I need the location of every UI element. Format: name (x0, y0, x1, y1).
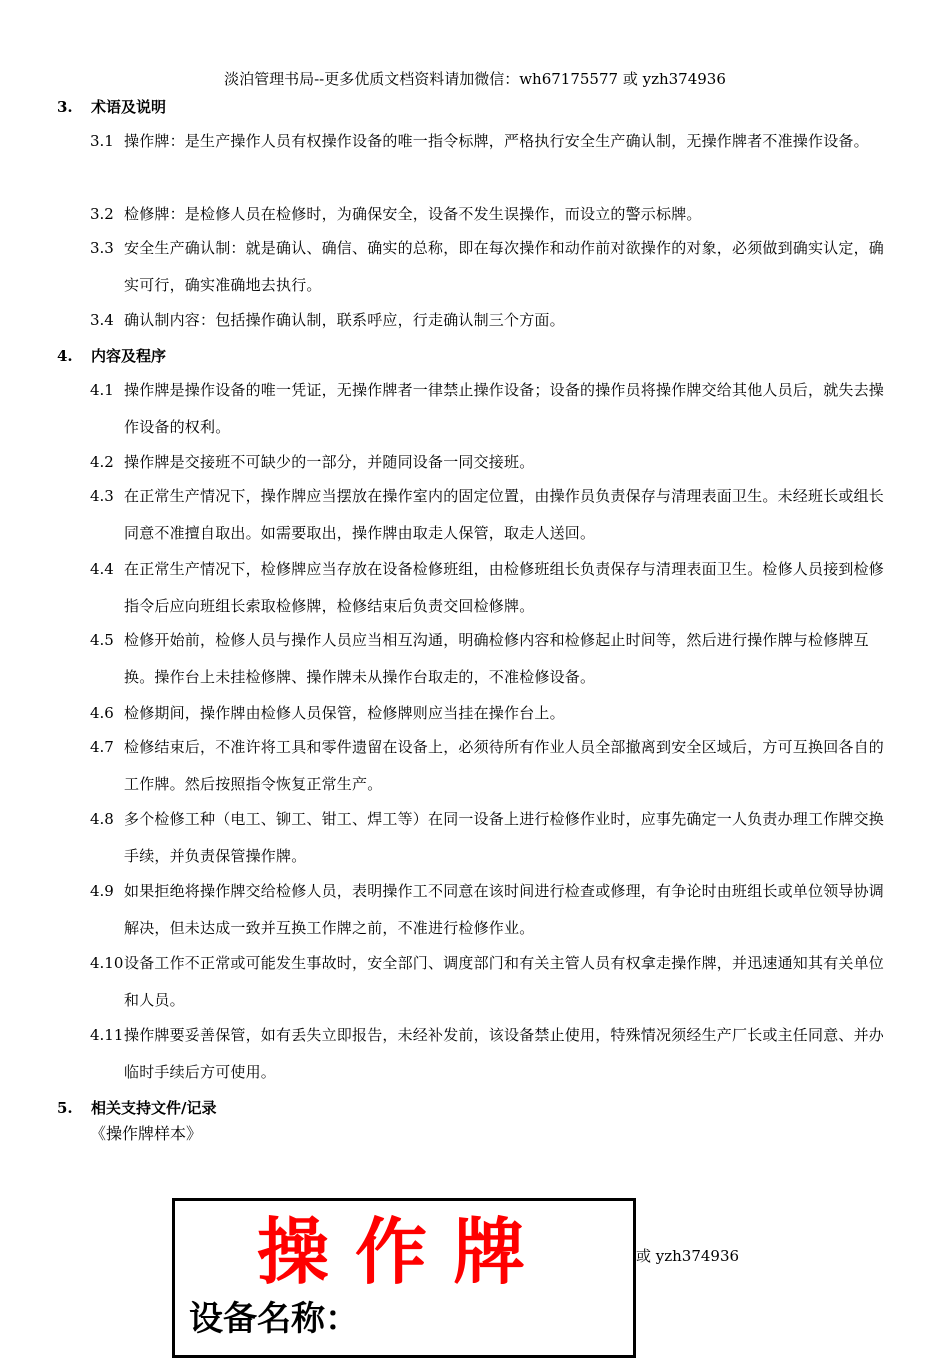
operation-card-sample (172, 1198, 636, 1358)
item-text: 操作牌要妥善保管，如有丢失立即报告，未经补发前，该设备禁止使用，特殊情况须经生产厂长或主任同意、并办临时手续后方可使用。 (124, 1026, 885, 1081)
item-text: 操作牌：是生产操作人员有权操作设备的唯一指令标牌，严格执行安全生产确认制，无操作牌者不准操作设备。 (124, 132, 869, 150)
item-text: 操作牌是操作设备的唯一凭证，无操作牌者一律禁止操作设备；设备的操作员将操作牌交给其他人员后，就失去操作设备的权利。 (124, 381, 885, 436)
item-4-5 (90, 622, 890, 696)
item-4-10 (90, 945, 890, 1019)
page-header: 淡泊管理书局--更多优质文档资料请加微信：wh67175577 或 yzh374936 (224, 70, 726, 88)
item-text: 设备工作不正常或可能发生事故时，安全部门、调度部门和有关主管人员有权拿走操作牌，并迅速通知其有关单位和人员。 (124, 954, 885, 1009)
item-3-2 (90, 196, 890, 233)
item-number: 4.2 (90, 453, 114, 471)
item-number: 3.2 (90, 205, 114, 223)
item-text: 在正常生产情况下，检修牌应当存放在设备检修班组，由检修班组长负责保存与清理表面卫生。检修人员接到检修指令后应向班组长索取检修牌，检修结束后负责交回检修牌。 (124, 560, 885, 615)
item-4-2 (90, 444, 890, 481)
item-4-1 (90, 372, 890, 446)
item-text: 如果拒绝将操作牌交给检修人员，表明操作工不同意在该时间进行检查或修理，有争论时由班组长或单位领导协调解决，但未达成一致并互换工作牌之前，不准进行检修作业。 (124, 882, 885, 937)
item-4-11 (90, 1017, 890, 1091)
item-3-1 (90, 123, 890, 160)
item-text: 多个检修工种（电工、铆工、钳工、焊工等）在同一设备上进行检修作业时，应事先确定一人负责办理工作牌交换手续，并负责保管操作牌。 (124, 810, 885, 865)
item-number: 4.3 (90, 487, 114, 505)
item-text: 在正常生产情况下，操作牌应当摆放在操作室内的固定位置，由操作员负责保存与清理表面卫生。未经班长或组长同意不准擅自取出。如需要取出，操作牌由取走人保管，取走人送回。 (124, 487, 885, 542)
card-title: 操作牌 (256, 1209, 551, 1294)
item-number: 4.6 (90, 704, 114, 722)
item-4-8 (90, 801, 890, 875)
section-5-heading (57, 1097, 216, 1118)
item-number: 3.3 (90, 239, 114, 257)
item-text: 安全生产确认制：就是确认、确信、确实的总称，即在每次操作和动作前对欲操作的对象，必须做到确实认定，确实可行，确实准确地去执行。 (124, 239, 885, 294)
item-text: 检修开始前，检修人员与操作人员应当相互沟通，明确检修内容和检修起止时间等，然后进行操作牌与检修牌互换。操作台上未挂检修牌、操作牌未从操作台取走的，不准检修设备。 (124, 631, 869, 686)
item-4-3 (90, 478, 890, 552)
item-3-3 (90, 230, 890, 304)
item-text: 检修牌：是检修人员在检修时，为确保安全，设备不发生误操作，而设立的警示标牌。 (124, 205, 702, 223)
section-title: 术语及说明 (91, 98, 167, 116)
item-text: 确认制内容：包括操作确认制，联系呼应，行走确认制三个方面。 (124, 311, 565, 329)
section-4-heading (57, 345, 166, 366)
section-3-heading (57, 96, 166, 117)
item-4-6 (90, 695, 890, 732)
section-number: 5. (57, 1099, 73, 1117)
item-4-9 (90, 873, 890, 947)
item-number: 4.11 (90, 1026, 124, 1044)
equipment-name-label: 设备名称： (189, 1299, 359, 1339)
item-number: 4.10 (90, 954, 124, 972)
section-number: 3. (57, 98, 73, 116)
item-number: 4.9 (90, 882, 114, 900)
item-number: 4.5 (90, 631, 114, 649)
item-4-4 (90, 551, 890, 625)
item-text: 检修结束后，不准许将工具和零件遗留在设备上，必须待所有作业人员全部撤离到安全区域后，方可互换回各自的工作牌。然后按照指令恢复正常生产。 (124, 738, 885, 793)
item-3-4 (90, 302, 890, 339)
section-title: 相关支持文件/记录 (91, 1099, 217, 1117)
item-number: 4.4 (90, 560, 114, 578)
section-title: 内容及程序 (91, 347, 167, 365)
item-4-7 (90, 729, 890, 803)
footer-text-partial: 或 yzh374936 (636, 1247, 740, 1265)
item-number: 4.7 (90, 738, 114, 756)
item-number: 4.8 (90, 810, 114, 828)
item-number: 4.1 (90, 381, 114, 399)
section-number: 4. (57, 347, 73, 365)
reference-document: 《操作牌样本》 (90, 1124, 203, 1143)
item-number: 3.1 (90, 132, 114, 150)
item-text: 检修期间，操作牌由检修人员保管，检修牌则应当挂在操作台上。 (124, 704, 565, 722)
item-number: 3.4 (90, 311, 114, 329)
item-text: 操作牌是交接班不可缺少的一部分，并随同设备一同交接班。 (124, 453, 535, 471)
